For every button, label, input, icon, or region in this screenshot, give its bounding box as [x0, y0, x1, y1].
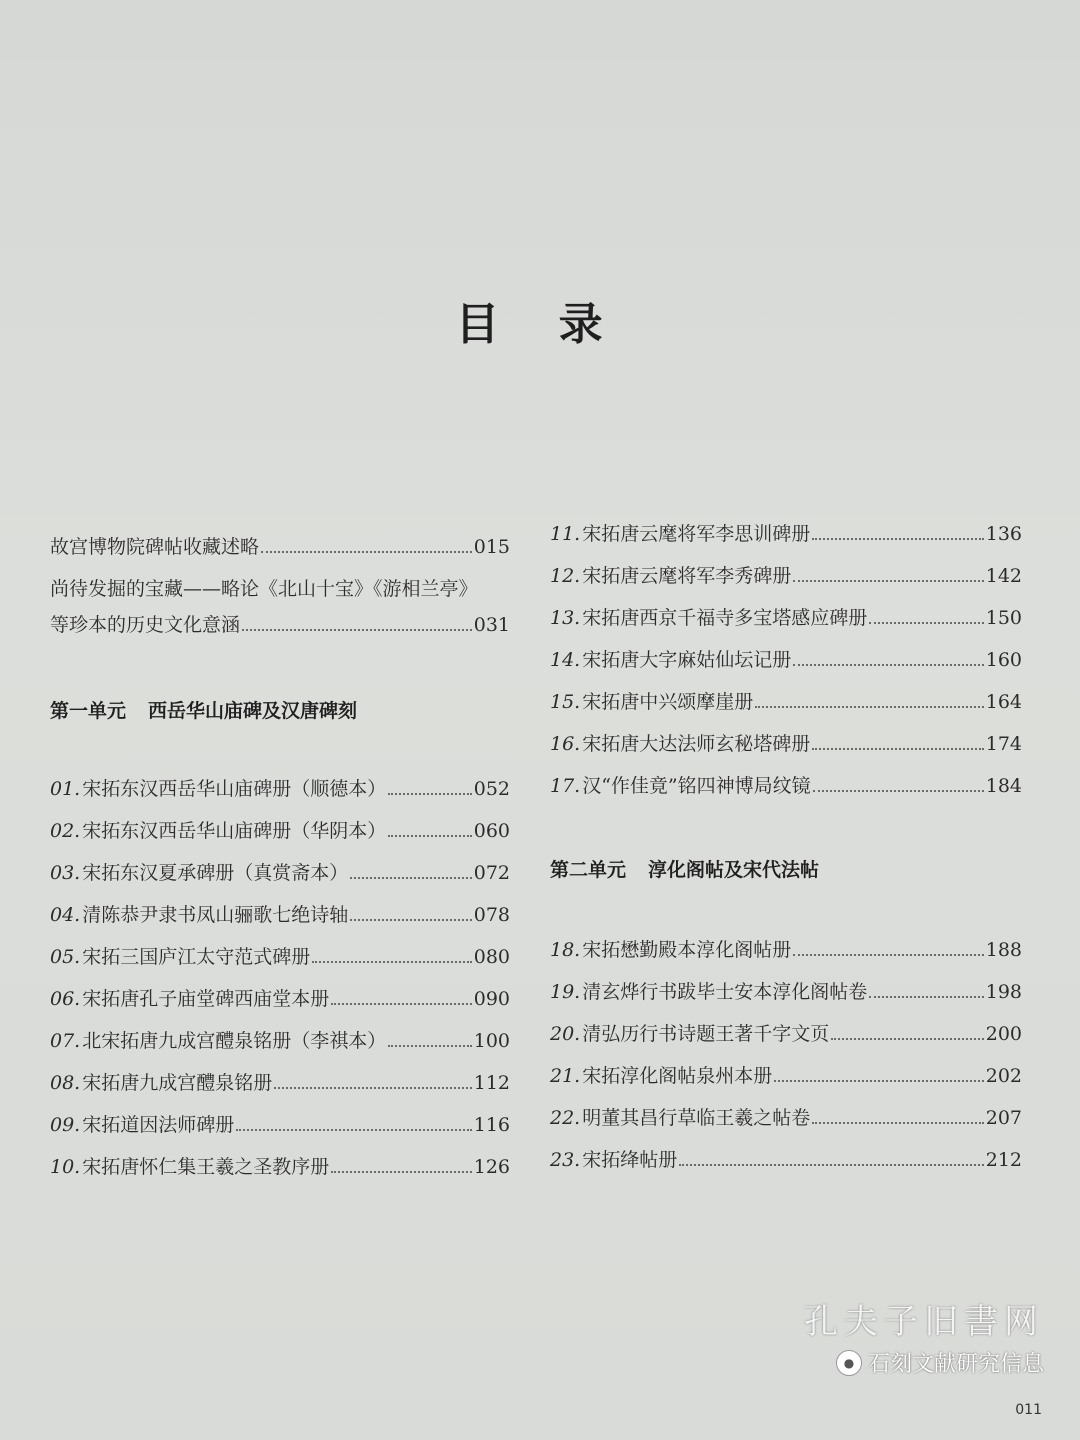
entry-page: 150	[985, 607, 1022, 629]
entry-title: 清陈恭尹隶书凤山骊歌七绝诗轴	[82, 904, 349, 926]
entry-title: 宋拓三国庐江太守范式碑册	[82, 946, 311, 968]
toc-entry[interactable]	[550, 730, 1022, 772]
leader-dots	[331, 1171, 472, 1173]
entry-page: 188	[985, 939, 1022, 961]
entry-number: 13.	[550, 607, 581, 629]
toc-list-unit1-cont	[550, 520, 1022, 814]
entry-title: 宋拓淳化阁帖泉州本册	[582, 1065, 773, 1087]
toc-entry[interactable]	[50, 1111, 510, 1153]
entry-number: 02.	[50, 820, 81, 842]
toc-entry[interactable]	[50, 859, 510, 901]
entry-page: 126	[473, 1156, 510, 1178]
leader-dots	[793, 580, 984, 582]
toc-entry[interactable]	[550, 520, 1022, 562]
entry-title: 宋拓东汉西岳华山庙碑册（华阴本）	[82, 820, 387, 842]
leader-dots	[793, 954, 984, 956]
toc-entry[interactable]	[50, 533, 510, 575]
entry-number: 01.	[50, 778, 81, 800]
entry-page: 200	[985, 1023, 1022, 1045]
leader-dots	[812, 748, 984, 750]
entry-page: 015	[473, 536, 510, 558]
entry-title: 宋拓唐九成宫醴泉铭册	[82, 1072, 273, 1094]
entry-number: 11.	[550, 523, 581, 545]
watermark-site: 孔夫子旧書网	[804, 1302, 1044, 1342]
entry-number: 14.	[550, 649, 581, 671]
watermark-account: 石刻文献研究信息	[867, 1352, 1044, 1377]
entry-number: 12.	[550, 565, 581, 587]
entry-title: 宋拓道因法师碑册	[82, 1114, 235, 1136]
unit-name: 西岳华山庙碑及汉唐碑刻	[148, 700, 358, 722]
toc-entry[interactable]	[50, 943, 510, 985]
entry-number: 09.	[50, 1114, 81, 1136]
section-heading-unit1	[50, 697, 510, 725]
entry-page: 207	[985, 1107, 1022, 1129]
leader-dots	[812, 538, 984, 540]
toc-left-column	[50, 533, 510, 1195]
toc-entry[interactable]	[550, 978, 1022, 1020]
toc-entry[interactable]	[50, 611, 510, 653]
entry-title: 清弘历行书诗题王著千字文页	[582, 1023, 830, 1045]
entry-page: 080	[473, 946, 510, 968]
entry-title: 宋拓唐中兴颂摩崖册	[582, 691, 754, 713]
entry-title: 宋拓唐大达法师玄秘塔碑册	[582, 733, 811, 755]
unit-label: 第一单元	[50, 700, 127, 722]
entry-page: 060	[473, 820, 510, 842]
entry-title: 清玄烨行书跋毕士安本淳化阁帖卷	[582, 981, 868, 1003]
toc-entry[interactable]	[50, 1027, 510, 1069]
leader-dots	[869, 996, 984, 998]
entry-page: 112	[473, 1072, 510, 1094]
toc-entry[interactable]	[50, 985, 510, 1027]
leader-dots	[312, 961, 472, 963]
watermark	[804, 1294, 1044, 1378]
entry-page: 090	[473, 988, 510, 1010]
entry-number: 03.	[50, 862, 81, 884]
toc-entry[interactable]	[550, 604, 1022, 646]
leader-dots	[274, 1087, 472, 1089]
leader-dots	[755, 706, 984, 708]
entry-title: 宋拓唐云麾将军李秀碑册	[582, 565, 792, 587]
entry-page: 136	[985, 523, 1022, 545]
leader-dots	[388, 793, 472, 795]
entry-title: 尚待发掘的宝藏——略论《北山十宝》《游相兰亭》	[50, 578, 478, 600]
entry-number: 22.	[550, 1107, 581, 1129]
entry-number: 18.	[550, 939, 581, 961]
unit-label: 第二单元	[550, 859, 627, 881]
toc-entry[interactable]	[50, 1069, 510, 1111]
entry-page: 184	[985, 775, 1022, 797]
leader-dots	[812, 1122, 984, 1124]
toc-entry[interactable]	[550, 772, 1022, 814]
leader-dots	[331, 1003, 472, 1005]
toc-entry[interactable]	[550, 562, 1022, 604]
toc-entry[interactable]	[550, 1146, 1022, 1188]
entry-number: 15.	[550, 691, 581, 713]
toc-entry[interactable]	[550, 936, 1022, 978]
entry-title: 宋拓绛帖册	[582, 1149, 678, 1171]
entry-title: 宋拓唐大字麻姑仙坛记册	[582, 649, 792, 671]
page-number: 011	[1015, 1402, 1042, 1418]
leader-dots	[813, 790, 984, 792]
leader-dots	[236, 1129, 472, 1131]
toc-entry[interactable]	[550, 1062, 1022, 1104]
entry-title: 北宋拓唐九成宫醴泉铭册（李祺本）	[82, 1030, 387, 1052]
toc-entry-line1[interactable]	[50, 575, 510, 611]
entry-title: 宋拓东汉西岳华山庙碑册（顺德本）	[82, 778, 387, 800]
entry-page: 116	[473, 1114, 510, 1136]
toc-entry[interactable]	[50, 1153, 510, 1195]
entry-number: 04.	[50, 904, 81, 926]
toc-entry[interactable]	[550, 1020, 1022, 1062]
wechat-icon: ●	[836, 1350, 862, 1376]
entry-title: 宋拓懋勤殿本淳化阁帖册	[582, 939, 792, 961]
entry-title: 宋拓唐怀仁集王羲之圣教序册	[82, 1156, 330, 1178]
toc-entry[interactable]	[550, 1104, 1022, 1146]
leader-dots	[774, 1080, 984, 1082]
toc-entry[interactable]	[50, 817, 510, 859]
entry-title: 明董其昌行草临王羲之帖卷	[582, 1107, 811, 1129]
leader-dots	[388, 835, 472, 837]
entry-number: 05.	[50, 946, 81, 968]
entry-page: 078	[473, 904, 510, 926]
toc-list-unit2	[550, 936, 1022, 1188]
toc-entry[interactable]	[550, 688, 1022, 730]
entry-page: 164	[985, 691, 1022, 713]
entry-page: 031	[473, 614, 510, 636]
leader-dots	[831, 1038, 984, 1040]
toc-list-unit1	[50, 775, 510, 1195]
section-heading-unit2	[550, 856, 1022, 884]
leader-dots	[350, 877, 472, 879]
leader-dots	[679, 1164, 984, 1166]
leader-dots	[793, 664, 984, 666]
leader-dots	[388, 1045, 472, 1047]
entry-number: 23.	[550, 1149, 581, 1171]
entry-page: 142	[985, 565, 1022, 587]
entry-title: 宋拓唐西京千福寺多宝塔感应碑册	[582, 607, 868, 629]
entry-page: 160	[985, 649, 1022, 671]
entry-number: 21.	[550, 1065, 581, 1087]
entry-page: 052	[473, 778, 510, 800]
entry-number: 06.	[50, 988, 81, 1010]
leader-dots	[242, 629, 472, 631]
unit-name: 淳化阁帖及宋代法帖	[648, 859, 820, 881]
entry-title: 宋拓唐云麾将军李思训碑册	[582, 523, 811, 545]
entry-page: 198	[985, 981, 1022, 1003]
entry-title: 故宫博物院碑帖收藏述略	[50, 536, 260, 558]
entry-number: 17.	[550, 775, 581, 797]
entry-number: 16.	[550, 733, 581, 755]
entry-number: 08.	[50, 1072, 81, 1094]
entry-number: 10.	[50, 1156, 81, 1178]
entry-number: 19.	[550, 981, 581, 1003]
leader-dots	[261, 551, 472, 553]
leader-dots	[350, 919, 472, 921]
entry-title: 宋拓唐孔子庙堂碑西庙堂本册	[82, 988, 330, 1010]
entry-page: 212	[985, 1149, 1022, 1171]
entry-number: 20.	[550, 1023, 581, 1045]
page-title: 目 录	[455, 299, 625, 350]
entry-page: 174	[985, 733, 1022, 755]
entry-page: 202	[985, 1065, 1022, 1087]
entry-page: 100	[473, 1030, 510, 1052]
entry-title: 汉“作佳竟”铭四神博局纹镜	[582, 775, 811, 797]
toc-entry[interactable]	[550, 646, 1022, 688]
entry-number: 07.	[50, 1030, 81, 1052]
entry-title: 等珍本的历史文化意涵	[50, 614, 241, 636]
entry-title: 宋拓东汉夏承碑册（真赏斋本）	[82, 862, 349, 884]
toc-entry[interactable]	[50, 901, 510, 943]
leader-dots	[869, 622, 984, 624]
toc-entry[interactable]	[50, 775, 510, 817]
toc-right-column	[550, 520, 1022, 1188]
entry-page: 072	[473, 862, 510, 884]
